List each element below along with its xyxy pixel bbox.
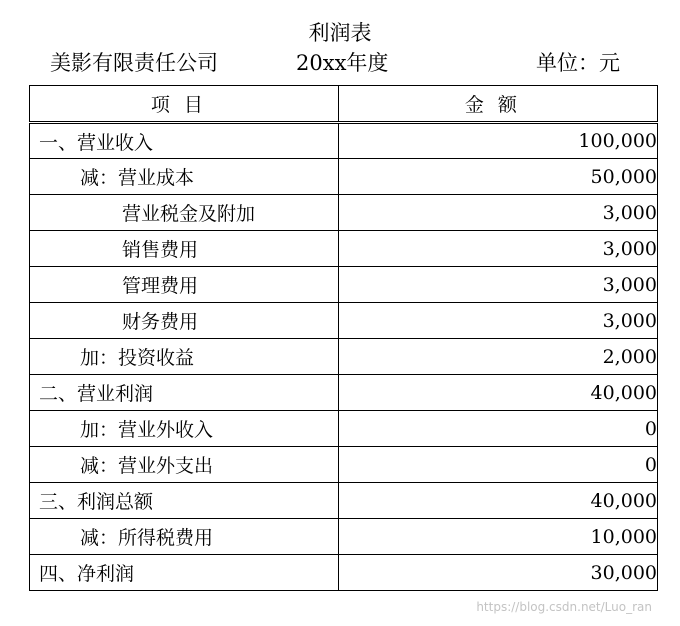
header-amount: 金额	[338, 86, 657, 123]
row-amount: 3,000	[338, 267, 657, 303]
row-item-label: 销售费用	[30, 231, 339, 267]
row-amount: 30,000	[338, 555, 657, 591]
document-title: 利润表	[308, 21, 372, 45]
table-row	[30, 231, 658, 267]
row-amount: 10,000	[338, 519, 657, 555]
row-amount: 50,000	[338, 159, 657, 195]
row-item-label: 一、营业收入	[30, 123, 339, 159]
row-item-label: 营业税金及附加	[30, 195, 339, 231]
row-amount: 100,000	[338, 123, 657, 159]
table-row	[30, 375, 658, 411]
row-item-label: 财务费用	[30, 303, 339, 339]
row-item-label: 减：营业外支出	[30, 447, 339, 483]
table-row	[30, 267, 658, 303]
header-item: 项目	[30, 86, 339, 123]
row-amount: 2,000	[338, 339, 657, 375]
row-item-label: 管理费用	[30, 267, 339, 303]
row-amount: 0	[338, 447, 657, 483]
row-amount: 3,000	[338, 195, 657, 231]
row-amount: 40,000	[338, 483, 657, 519]
table-row	[30, 555, 658, 591]
watermark: https://blog.csdn.net/Luo_ran	[476, 600, 652, 614]
row-item-label: 减：所得税费用	[30, 519, 339, 555]
table-row	[30, 483, 658, 519]
table-row	[30, 339, 658, 375]
row-item-label: 减：营业成本	[30, 159, 339, 195]
fiscal-period: 20xx年度	[296, 51, 389, 75]
row-amount: 0	[338, 411, 657, 447]
table-header-row	[30, 86, 658, 123]
table-row	[30, 447, 658, 483]
row-item-label: 二、营业利润	[30, 375, 339, 411]
row-item-label: 四、净利润	[30, 555, 339, 591]
table-row	[30, 195, 658, 231]
table-row	[30, 411, 658, 447]
table-body	[30, 123, 658, 591]
row-amount: 40,000	[338, 375, 657, 411]
income-statement-table	[29, 85, 658, 591]
table-row	[30, 519, 658, 555]
row-item-label: 加：投资收益	[30, 339, 339, 375]
row-item-label: 三、利润总额	[30, 483, 339, 519]
company-name: 美影有限责任公司	[50, 51, 218, 75]
table-row	[30, 303, 658, 339]
row-amount: 3,000	[338, 303, 657, 339]
row-amount: 3,000	[338, 231, 657, 267]
table-row	[30, 159, 658, 195]
row-item-label: 加：营业外收入	[30, 411, 339, 447]
currency-unit: 单位：元	[536, 51, 620, 75]
table-row	[30, 123, 658, 159]
